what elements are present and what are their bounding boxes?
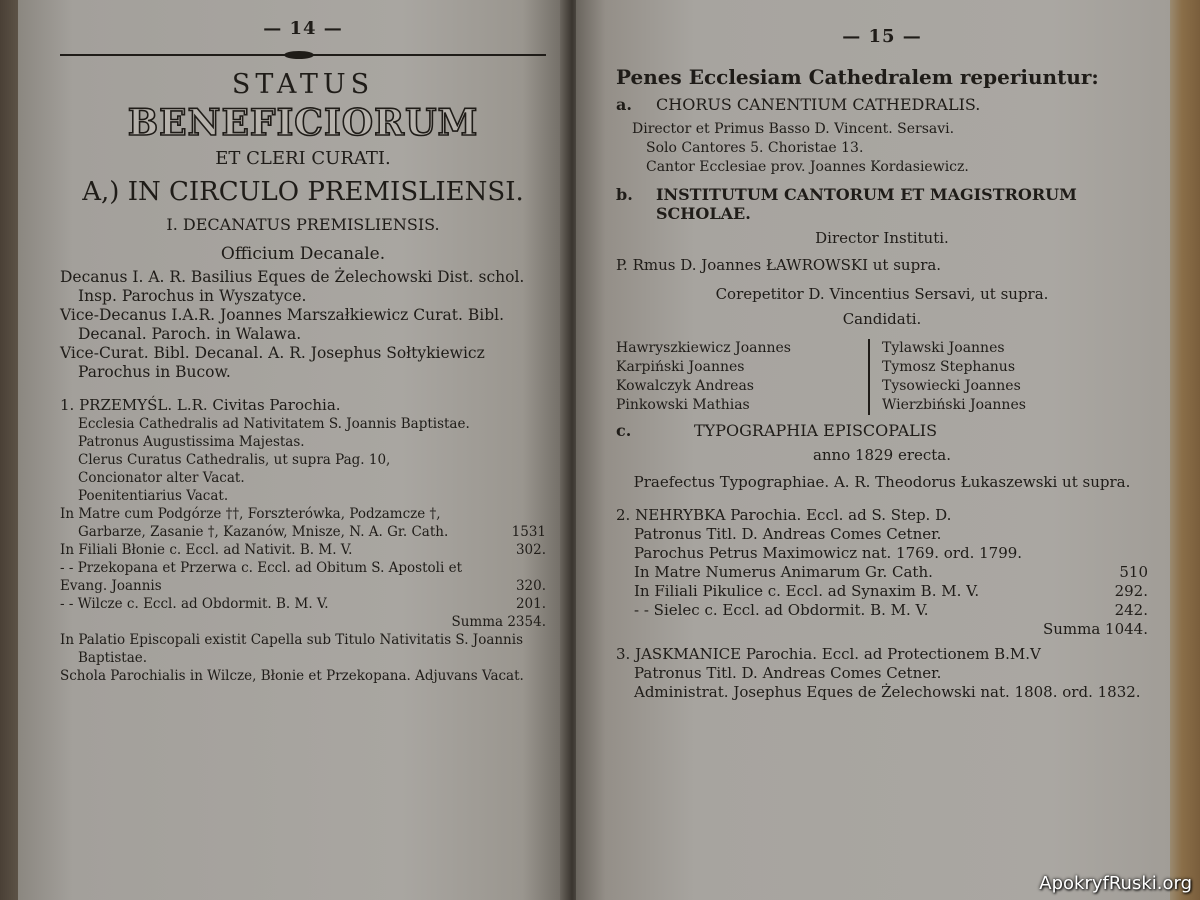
filiali-num: 201. bbox=[515, 596, 546, 612]
left-page bbox=[18, 0, 566, 900]
page-edges bbox=[1170, 0, 1200, 900]
title-officium: Officium Decanale. bbox=[220, 244, 386, 264]
right-heading: Penes Ecclesiam Cathedralem reperiuntur: bbox=[616, 65, 1099, 89]
section-a-line: Cantor Ecclesiae prov. Joannes Kordasiewicz. bbox=[646, 159, 969, 175]
entry-head: 1. PRZEMYŚL. L.R. Civitas Parochia. bbox=[60, 396, 341, 414]
column-divider bbox=[868, 339, 870, 415]
e2-row bbox=[616, 601, 1148, 620]
matre-text: In Matre cum Podgórze ††, Forszterówka, Podzamcze †, Garbarze, Zasanie †, Kazanów, Mnisze, N. A. Gr. Cath. bbox=[60, 506, 449, 540]
entry-line: Ecclesia Cathedralis ad Nativitatem S. Joannis Baptistae. bbox=[78, 416, 470, 432]
candidates-left bbox=[616, 339, 856, 415]
filiali-text: - - Wilcze c. Eccl. ad Obdormit. B. M. V. bbox=[60, 596, 329, 612]
e2-row bbox=[616, 563, 1148, 582]
filiali-row bbox=[60, 541, 546, 559]
entry-line: Parochus Petrus Maximowicz nat. 1769. ord. 1799. bbox=[634, 544, 1023, 562]
page-number-right: — 15 — bbox=[842, 26, 922, 47]
title-status: STATUS bbox=[231, 69, 375, 100]
candidate: Karpiński Joannes bbox=[616, 359, 745, 375]
matre-row bbox=[60, 505, 546, 541]
watermark-text: ApokryfRuski.org bbox=[1039, 873, 1192, 894]
candidates-table bbox=[616, 339, 1148, 415]
officium-line: Decanus I. A. R. Basilius Eques de Żelechowski Dist. schol. Insp. Parochus in Wyszatyce. bbox=[60, 268, 525, 305]
title-circulo: A,) IN CIRCULO PREMISLIENSI. bbox=[82, 177, 524, 207]
entry-line: Patronus Titl. D. Andreas Comes Cetner. bbox=[634, 664, 942, 682]
section-letter: a. bbox=[616, 95, 632, 114]
entry-przemysl bbox=[60, 396, 546, 685]
matre-num: 1531 bbox=[511, 524, 546, 540]
officium-line: Vice-Decanus I.A.R. Joannes Marszałkiewicz Curat. Bibl. Decanal. Paroch. in Walawa. bbox=[60, 306, 504, 343]
candidati-label: Candidati. bbox=[842, 310, 922, 328]
section-a-head bbox=[616, 95, 1148, 114]
entry-line: Administrat. Josephus Eques de Żelechowski nat. 1808. ord. 1832. bbox=[634, 683, 1141, 701]
footer-line: In Palatio Episcopali existit Capella sub Titulo Nativitatis S. Joannis Baptistae. bbox=[60, 632, 524, 666]
section-letter: b. bbox=[616, 185, 633, 204]
page-number-left: — 14 — bbox=[263, 18, 343, 39]
entry-line: Poenitentiarius Vacat. bbox=[78, 488, 229, 504]
entry-line: Patronus Augustissima Majestas. bbox=[78, 434, 305, 450]
section-a-line: Solo Cantores 5. Choristae 13. bbox=[646, 140, 864, 156]
filiali-row bbox=[60, 559, 546, 595]
e2-row-num: 292. bbox=[1114, 582, 1148, 600]
filiali-num: 320. bbox=[515, 578, 546, 594]
filiali-num: 302. bbox=[515, 542, 546, 558]
section-title: TYPOGRAPHIA EPISCOPALIS bbox=[694, 421, 938, 440]
candidate: Tysowiecki Joannes bbox=[882, 378, 1021, 394]
footer-line: Schola Parochialis in Wilcze, Błonie et Przekopana. Adjuvans Vacat. bbox=[60, 668, 524, 684]
filiali-text: In Filiali Błonie c. Eccl. ad Nativit. B. M. V. bbox=[60, 542, 353, 558]
entry-nehrybka bbox=[616, 506, 1148, 639]
title-cleri: ET CLERI CURATI. bbox=[215, 148, 391, 169]
director-name: P. Rmus D. Joannes ŁAWROWSKI ut supra. bbox=[616, 256, 942, 274]
praefectus: Praefectus Typographiae. A. R. Theodorus Łukaszewski ut supra. bbox=[633, 473, 1131, 491]
candidate: Tylawski Joannes bbox=[882, 340, 1005, 356]
filiali-text: - - Przekopana et Przerwa c. Eccl. ad Obitum S. Apostoli et Evang. Joannis bbox=[60, 560, 463, 594]
entry-head: 3. JASKMANICE Parochia. Eccl. ad Protectionem B.M.V bbox=[616, 645, 1041, 663]
e2-row-num: 242. bbox=[1114, 601, 1148, 619]
candidate: Wierzbiński Joannes bbox=[882, 397, 1026, 413]
officium-line: Vice-Curat. Bibl. Decanal. A. R. Josephus Sołtykiewicz Parochus in Bucow. bbox=[60, 344, 485, 381]
title-decanatus: I. DECANATUS PREMISLIENSIS. bbox=[166, 215, 440, 234]
candidate: Kowalczyk Andreas bbox=[616, 378, 754, 394]
section-c-head bbox=[616, 421, 1148, 440]
entry-line: Patronus Titl. D. Andreas Comes Cetner. bbox=[634, 525, 942, 543]
filiali-row bbox=[60, 595, 546, 613]
e2-row-text: In Matre Numerus Animarum Gr. Cath. bbox=[634, 563, 933, 581]
candidate: Pinkowski Mathias bbox=[616, 397, 750, 413]
candidate: Tymosz Stephanus bbox=[882, 359, 1016, 375]
summa: Summa 2354. bbox=[451, 614, 546, 630]
section-letter: c. bbox=[616, 421, 632, 440]
officium-list bbox=[60, 268, 546, 382]
right-page bbox=[576, 0, 1170, 900]
section-title: CHORUS CANENTIUM CATHEDRALIS. bbox=[656, 95, 981, 114]
e2-row bbox=[616, 582, 1148, 601]
title-beneficiorum: BENEFICIORUM bbox=[127, 102, 479, 144]
corepetitor: Corepetitor D. Vincentius Sersavi, ut supra. bbox=[715, 285, 1049, 303]
entry-line: Concionator alter Vacat. bbox=[78, 470, 245, 486]
section-c-sub: anno 1829 erecta. bbox=[812, 446, 952, 464]
entry-head: 2. NEHRYBKA Parochia. Eccl. ad S. Step. D. bbox=[616, 506, 952, 524]
section-a-body bbox=[616, 120, 1148, 177]
e2-summa: Summa 1044. bbox=[1042, 620, 1148, 638]
ornamental-rule bbox=[60, 53, 546, 57]
candidates-right bbox=[882, 339, 1026, 415]
entry-jaskmanice bbox=[616, 645, 1148, 702]
e2-row-num: 510 bbox=[1119, 563, 1148, 581]
e2-row-text: In Filiali Pikulice c. Eccl. ad Synaxim B. M. V. bbox=[634, 582, 980, 600]
section-a-line: Director et Primus Basso D. Vincent. Sersavi. bbox=[632, 121, 955, 137]
section-title: INSTITUTUM CANTORUM ET MAGISTRORUM SCHOLAE. bbox=[656, 185, 1077, 223]
e2-row-text: - - Sielec c. Eccl. ad Obdormit. B. M. V. bbox=[634, 601, 929, 619]
candidate: Hawryszkiewicz Joannes bbox=[616, 340, 791, 356]
entry-line: Clerus Curatus Cathedralis, ut supra Pag. 10, bbox=[78, 452, 391, 468]
director-label: Director Instituti. bbox=[815, 229, 949, 247]
section-b-head bbox=[616, 185, 1148, 223]
